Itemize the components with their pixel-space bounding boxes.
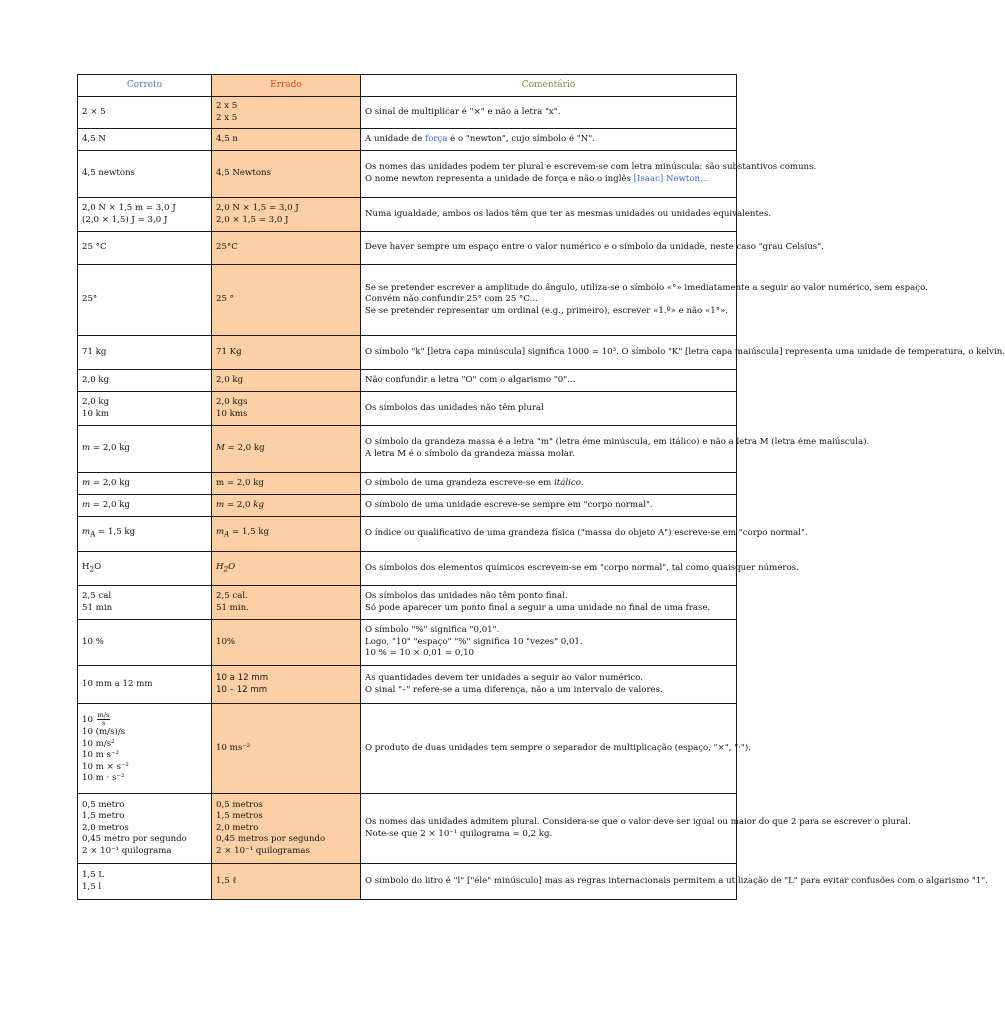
comment-text: Os nomes das unidades podem ter plural e escrevem-se com letra minúscula: são substantivos comuns. [365,162,817,173]
table-row [78,473,737,495]
correct-text: 1,5 L [82,869,105,880]
correct-text: (2,0 × 1,5) J = 3,0 J [82,214,168,225]
wrong-text: 2,0 metro [216,822,259,833]
comment-text: Convém não confundir 25° com 25 °C... [365,294,538,305]
wrong-text: 10 a 12 mm [216,672,269,683]
comment-text: O sinal de multiplicar é "×" e não a letra "x". [365,106,561,117]
table-row [78,265,737,336]
wrong-text: 4,5 Newtons [216,168,271,179]
wrong-text: 2,0 × 1,5 = 3,0 J [216,214,289,225]
correct-cell [78,552,212,586]
comment-cell [361,151,817,198]
comment-text: Não confundir a letra "O" com o algarismo "0"... [365,374,576,385]
comment-cell [361,336,1005,370]
wrong-cell [212,517,361,552]
correct-text: = 2,0 kg [90,477,130,488]
comment-cell [361,864,988,900]
correct-text: 2 × 5 [82,106,106,117]
comment-text: A letra M é o símbolo da grandeza massa molar. [365,449,575,459]
wrong-text: H [216,561,224,572]
table-row [78,151,737,198]
correct-cell [78,392,212,426]
correct-text: 71 kg [82,346,107,357]
wrong-text: 25 ° [216,294,234,305]
table-row [78,864,737,900]
table-row [78,495,737,517]
correct-text: = 1,5 kg [95,527,136,538]
link-isaac-newton[interactable]: [Isaac] Newton... [633,174,709,184]
table-row [78,198,737,232]
wrong-cell [212,586,361,620]
table-row [78,704,737,794]
wrong-text: 2,0 N × 1,5 = 3,0 J [216,202,299,213]
comment-text: itálico [554,477,581,488]
comment-cell [361,704,751,794]
correct-text: = 2,0 kg [90,499,130,510]
correct-text: 51 min [82,602,113,613]
correct-text: m [82,443,91,454]
comment-text: Só pode aparecer um ponto final a seguir a uma unidade no final de uma frase. [365,602,711,613]
correct-cell [78,198,212,232]
comment-text: Os símbolos dos elementos químicos escrevem-se em "corpo normal", tal como quaisquer números. [365,562,799,573]
comment-text: Logo, "10" "espaço" "%" significa 10 "vezes" 0,01. [365,636,583,647]
link-forca[interactable]: força [425,133,448,144]
correct-cell [78,517,212,552]
header-wrong: Errado [212,75,361,97]
comment-cell [361,232,824,265]
correct-text: 1,5 metro [82,811,125,822]
header-comment: Comentário [361,75,737,97]
comment-cell [361,586,737,620]
table-row [78,97,737,129]
correct-text: 2,0 metros [82,822,129,833]
correct-text: 10 m · s⁻² [82,773,125,784]
comment-cell [361,198,772,232]
fraction-denominator: s [101,719,106,728]
comment-text: O símbolo da grandeza massa é a letra "m" (letra éme minúscula, em itálico) e não a letra M (letra éme maiúscula). [365,437,870,448]
comment-text: O sinal "–" refere-se a uma diferença, não a um intervalo de valores. [365,684,663,695]
comment-text: O símbolo "%" significa "0,01". [365,625,500,636]
wrong-text: 2 × 10⁻¹ quilogramas [216,845,310,856]
comment-cell [361,552,799,586]
correct-text: 25° [82,294,98,305]
correct-cell [78,129,212,151]
comment-text: O símbolo do litro é "l" ["éle" minúsculo] mas as regras internacionais permitem a utilização de "L" para evitar confusões com o algarismo "1". [365,875,988,886]
comment-text: . [580,477,584,488]
comment-cell [361,97,737,129]
table-row [78,794,737,864]
wrong-text: 4,5 n [216,133,238,144]
correct-cell [78,426,212,473]
wrong-cell [212,426,361,473]
table-row [78,586,737,620]
fraction [97,712,111,727]
wrong-cell [212,265,361,336]
wrong-text: 10% [216,636,236,647]
correct-text: 0,45 metro por segundo [82,834,187,845]
wrong-text: 71 Kg [216,346,242,357]
correct-text: 4,5 N [82,133,106,144]
correct-cell [78,473,212,495]
comment-cell [361,426,870,473]
comment-text: Os símbolos das unidades não têm plural [365,402,544,413]
correct-text: 10 % [82,636,104,647]
wrong-text: 2,0 kg [216,374,244,385]
comment-cell [361,620,737,666]
comment-cell [361,265,928,336]
correct-cell [78,620,212,666]
table-row [78,336,737,370]
correct-text: 2,5 cal [82,590,112,601]
wrong-text: 2 x 5 [216,100,238,111]
comment-text: O símbolo de uma unidade escreve-se sempre em "corpo normal". [365,499,653,510]
table-row [78,392,737,426]
wrong-cell [212,370,361,392]
wrong-text: 10 kms [216,408,248,419]
comment-cell [361,392,737,426]
comment-text: O símbolo "k" [letra capa minúscula] significa 1000 = 10³. O símbolo "K" [letra capa maiúscula] representa uma unidade de temperatura, o kelvin. [365,346,1005,357]
comment-text: Os símbolos das unidades não têm ponto final. [365,590,568,601]
wrong-subscript: A [224,530,230,540]
wrong-cell [212,666,361,704]
comment-text: 10 % = 10 × 0,01 = 0,10 [365,648,475,659]
wrong-text: 0,45 metros por segundo [216,834,326,845]
wrong-cell [212,495,361,517]
correct-cell [78,864,212,900]
correct-text: H [82,561,90,572]
wrong-text: 25°C [216,242,238,253]
correct-text: = 2,0 kg [90,443,130,454]
units-table [77,74,1005,900]
correct-subscript: 2 [89,564,95,574]
correct-cell [78,265,212,336]
correct-text: 25 °C [82,242,107,253]
table-header-row [78,75,737,97]
wrong-cell [212,129,361,151]
correct-cell [78,586,212,620]
comment-text: Numa igualdade, ambos os lados têm que ter as mesmas unidades ou unidades equivalentes. [365,208,772,219]
correct-text: 0,5 metro [82,799,125,810]
comment-cell [361,517,808,552]
comment-text: Os nomes das unidades admitem plural. Considera-se que o valor deve ser igual ou maior do que 2 para se escrever o plural. [365,816,911,827]
correct-text: 10 m s⁻² [82,750,119,761]
comment-text: O símbolo de uma grandeza escreve-se em [365,477,555,488]
correct-text: O [94,561,102,572]
wrong-cell [212,473,361,495]
wrong-text: 1,5 ℓ [216,875,237,886]
comment-text: Note-se que 2 × 10⁻¹ quilograma = 0,2 kg. [365,828,553,839]
correct-text: 10 (m/s)/s [82,727,126,738]
correct-text: 1,5 l [82,881,102,892]
wrong-text: = 1,5 kg [229,527,270,538]
wrong-cell [212,97,361,129]
correct-cell [78,232,212,265]
comment-text: O produto de duas unidades tem sempre o separador de multiplicação (espaço, "×", "·"). [365,742,751,753]
table-row [78,552,737,586]
comment-cell [361,129,737,151]
correct-cell [78,794,212,864]
correct-text: 2,0 N × 1,5 m = 3,0 J [82,202,176,213]
table-row [78,517,737,552]
wrong-text: O [228,561,236,572]
wrong-cell [212,151,361,198]
fraction-numerator: m/s [97,711,110,720]
table-row [78,370,737,392]
wrong-text: kg [253,499,264,510]
comment-cell [361,370,737,392]
header-correct: Correto [78,75,212,97]
wrong-text: m [216,499,225,510]
correct-cell [78,704,212,794]
wrong-cell [212,552,361,586]
wrong-text: 51 min. [216,602,249,613]
table-row [78,666,737,704]
correct-cell [78,495,212,517]
wrong-text: m = 2,0 kg [216,477,264,488]
wrong-cell [212,198,361,232]
comment-text: O índice ou qualificativo de uma grandeza física ("massa do objeto A") escreve-se em "corpo normal". [365,528,808,539]
wrong-text: 1,5 metros [216,811,263,822]
correct-text: 10 mm a 12 mm [82,678,153,689]
correct-text: 10 m × s⁻² [82,761,129,772]
wrong-text: 2 x 5 [216,112,238,123]
wrong-cell [212,794,361,864]
wrong-text: 2,0 kgs [216,396,248,407]
correct-text: 10 [82,715,96,726]
wrong-subscript: 2 [223,564,229,574]
wrong-text: 10 ms⁻² [216,742,251,753]
wrong-text: 10 – 12 mm [216,684,268,695]
correct-subscript: A [90,530,96,540]
table-row [78,129,737,151]
correct-text: 2,0 kg [82,396,110,407]
wrong-text: = 2,0 kg [224,443,265,454]
table-row [78,232,737,265]
wrong-text: M [216,443,225,454]
comment-text: Se se pretender escrever a amplitude do ângulo, utiliza-se o símbolo «°» imediatamente a seguir ao valor numérico, sem espaço. [365,282,928,293]
comment-text: O nome newton representa a unidade de força e não o inglês [365,174,634,184]
wrong-cell [212,704,361,794]
correct-text: m [82,499,91,510]
correct-text: m [82,477,91,488]
correct-cell [78,370,212,392]
wrong-cell [212,392,361,426]
comment-text: As quantidades devem ter unidades a seguir ao valor numérico. [365,672,644,683]
comment-cell [361,495,737,517]
comment-text: Se se pretender representar um ordinal (e.g., primeiro), escrever «1.º» e não «1°». [365,305,729,316]
correct-text: 2,0 kg [82,374,110,385]
wrong-cell [212,336,361,370]
comment-text: A unidade de [365,133,426,144]
comment-cell [361,473,737,495]
correct-text: 4,5 newtons [82,168,135,179]
correct-cell [78,666,212,704]
correct-text: 2 × 10⁻¹ quilograma [82,845,172,856]
correct-cell [78,151,212,198]
correct-text: 10 km [82,408,110,419]
wrong-text: 0,5 metros [216,799,263,810]
wrong-text: m [216,527,225,538]
correct-cell [78,97,212,129]
wrong-text: 2,5 cal. [216,590,248,601]
comment-text: é o "newton", cujo símbolo é "N". [447,133,595,144]
table-row [78,620,737,666]
fraction-expression [82,712,211,727]
comment-cell [361,794,911,864]
wrong-cell [212,232,361,265]
wrong-text: = 2,0 [224,499,254,510]
comment-text: Deve haver sempre um espaço entre o valor numérico e o símbolo da unidade, neste caso "grau Celsius". [365,242,824,253]
comment-cell [361,666,737,704]
table-row [78,426,737,473]
wrong-cell [212,620,361,666]
correct-text: 10 m/s² [82,738,115,749]
correct-text: m [82,527,91,538]
wrong-cell [212,864,361,900]
correct-cell [78,336,212,370]
